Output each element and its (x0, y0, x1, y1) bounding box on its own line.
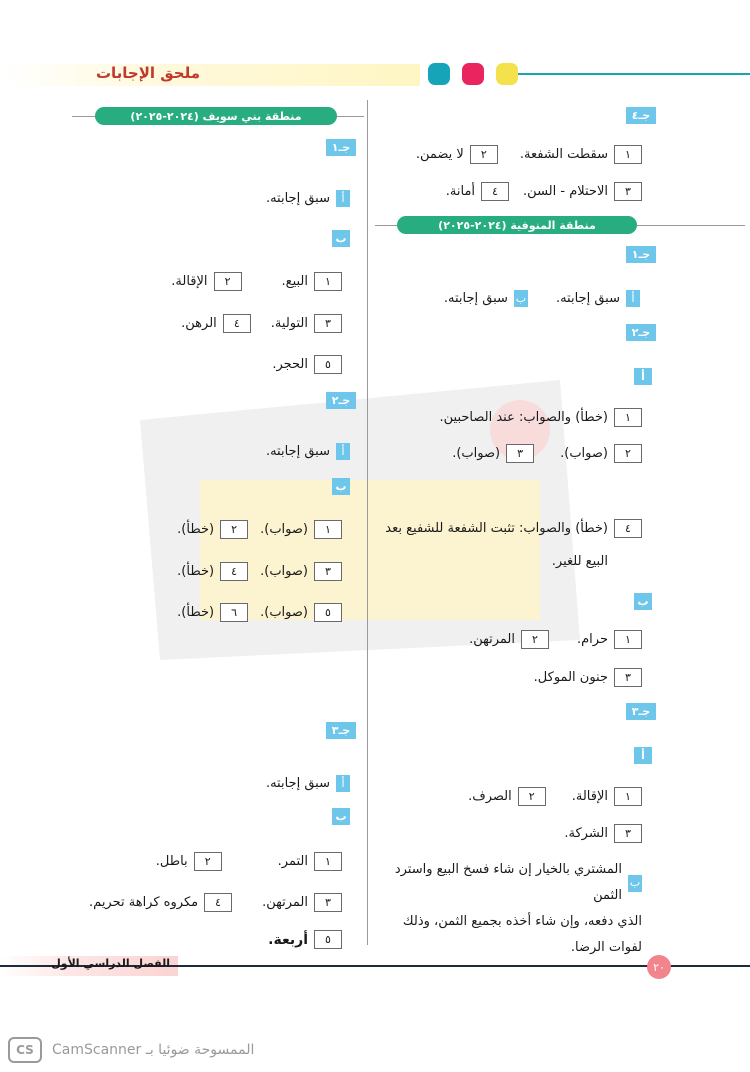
q4-line-2 (446, 182, 642, 201)
m-q1-tag: جـ١ (626, 246, 656, 263)
answer-number: ٣ (506, 444, 534, 463)
m-q2-b-line-3 (534, 668, 642, 687)
answer-text: باطل. (155, 854, 188, 869)
l-q2-b-line-3 (177, 562, 342, 581)
answer-text: (صواب). (560, 446, 608, 461)
header-strip (0, 64, 420, 86)
l-q2-tag: جـ٢ (326, 392, 356, 409)
answer-text: أمانة. (445, 184, 476, 199)
answer-text: الصرف. (468, 789, 512, 804)
answer-number: ٣ (314, 562, 342, 581)
header-line (518, 73, 750, 75)
answer-number: ٥ (314, 930, 342, 949)
answer-number: ٣ (614, 668, 642, 687)
answer-text: أربعة. (268, 931, 308, 948)
answer-number: ٢ (194, 852, 222, 871)
l-q3-a-line (266, 775, 350, 792)
sub-tag-a: أ (336, 190, 350, 207)
semester-label: الفصل الدراسي الأول (51, 957, 170, 970)
answer-text: مكروه كراهة تحريم. (89, 895, 199, 910)
answer-text: المرتهن. (262, 895, 308, 910)
l-q3-tag: جـ٣ (326, 722, 356, 739)
answer-text: (خطأ) والصواب: عند الصاحبين. (439, 410, 608, 425)
q4-line-1 (416, 145, 642, 164)
l-q3-b-line-5 (268, 930, 342, 949)
answer-text: الإقالة. (571, 789, 608, 804)
answer-text: سبق إجابته. (443, 291, 508, 306)
l-q2-a-line (266, 443, 350, 460)
column-divider (367, 100, 368, 945)
answer-text: سبق إجابته. (265, 776, 330, 791)
l-q2-b-line-5 (177, 603, 342, 622)
l-q3-b-line-1 (156, 852, 342, 871)
sub-tag-b: ب (628, 875, 642, 892)
sub-tag-a: أ (626, 290, 640, 307)
menofia-banner: منطقة المنوفية (٢٠٢٤-٢٠٢٥) (397, 216, 637, 234)
m-q2-line-2 (452, 444, 642, 463)
answer-text: (صواب). (260, 605, 308, 620)
answer-text: التمر. (277, 854, 308, 869)
answer-number: ١ (314, 272, 342, 291)
m-q2-line-1 (440, 408, 643, 427)
answer-number: ٤ (220, 562, 248, 581)
answer-number: ٢ (614, 444, 642, 463)
answer-number: ٦ (220, 603, 248, 622)
answer-text: جنون الموكل. (533, 670, 608, 685)
m-q2-sub-b: ب (634, 593, 652, 610)
answer-number: ٢ (518, 787, 546, 806)
l-q1-tag: جـ١ (326, 139, 356, 156)
page-number: ٢٠ (647, 955, 671, 979)
m-q1-line (444, 290, 640, 307)
answer-text: (صواب). (260, 564, 308, 579)
l-q3-sub-b: ب (332, 808, 350, 825)
answer-number: ٢ (220, 520, 248, 539)
m-q2-sub-a: أ (634, 368, 652, 385)
answer-text: الإقالة. (171, 274, 208, 289)
answer-text: حرام. (576, 632, 608, 647)
paragraph-line: لفوات الرضا. (570, 940, 642, 955)
sub-tag-a: أ (336, 443, 350, 460)
paragraph-line: المشتري بالخيار إن شاء فسخ البيع واسترد الثمن (394, 862, 622, 903)
m-q3-b-paragraph (372, 857, 642, 961)
answer-number: ١ (314, 852, 342, 871)
m-q3-tag: جـ٣ (626, 703, 656, 720)
l-q3-b-line-3 (89, 893, 342, 912)
camscanner-text: الممسوحة ضوئيا بـ CamScanner (52, 1042, 255, 1058)
l-q1-a-line (266, 190, 350, 207)
answer-number: ١ (614, 787, 642, 806)
m-q3-sub-a: أ (634, 747, 652, 764)
answer-number: ٣ (614, 824, 642, 843)
answer-number: ٤ (614, 519, 642, 538)
answer-number: ٥ (314, 603, 342, 622)
header-dot-yellow (496, 63, 518, 85)
answer-text: لا يضمن. (415, 147, 464, 162)
m-q3-line-3 (564, 824, 642, 843)
answer-text: سبق إجابته. (265, 191, 330, 206)
answer-number: ٤ (223, 314, 251, 333)
answer-text: سقطت الشفعة. (519, 147, 608, 162)
answer-number: ٥ (314, 355, 342, 374)
m-q3-line-1 (468, 787, 642, 806)
page-title: ملحق الإجابات (95, 64, 200, 82)
answer-number: ١ (314, 520, 342, 539)
answer-number: ٤ (204, 893, 232, 912)
answer-number: ٢ (214, 272, 242, 291)
answer-text: الاحتلام - السن. (523, 184, 608, 199)
answer-number: ١ (614, 145, 642, 164)
answer-text: (صواب). (260, 522, 308, 537)
l-q2-sub-b: ب (332, 478, 350, 495)
m-q2-line-4 (385, 519, 642, 538)
sub-tag-b: ب (515, 292, 527, 305)
camscanner-logo: CS (8, 1037, 42, 1063)
camscanner-watermark (8, 1037, 254, 1063)
header-dot-pink (462, 63, 484, 85)
answer-number: ١ (614, 630, 642, 649)
answer-text: سبق إجابته. (265, 444, 330, 459)
m-q2-line-4-cont: البيع للغير. (551, 554, 608, 569)
q4-tag: جـ٤ (626, 107, 656, 124)
answer-text: (خطأ). (177, 522, 215, 537)
l-q1-sub-b: ب (332, 230, 350, 247)
m-q2-tag: جـ٢ (626, 324, 656, 341)
l-q1-b-line-5 (272, 355, 342, 374)
answer-text: (خطأ). (177, 605, 215, 620)
sub-tag-a: أ (336, 775, 350, 792)
answer-text: الرهن. (181, 316, 217, 331)
l-q1-b-line-1 (171, 272, 342, 291)
answer-text: سبق إجابته. (555, 291, 620, 306)
answer-number: ١ (614, 408, 642, 427)
answer-text: الشركة. (564, 826, 608, 841)
m-q2-b-line-1 (469, 630, 642, 649)
answer-number: ٣ (614, 182, 642, 201)
answer-text: المرتهن. (469, 632, 515, 647)
l-q1-b-line-3 (181, 314, 342, 333)
answer-text: (خطأ). (177, 564, 215, 579)
answer-number: ٤ (481, 182, 509, 201)
banisuef-banner: منطقة بني سويف (٢٠٢٤-٢٠٢٥) (95, 107, 337, 125)
header-dot-teal (428, 63, 450, 85)
answer-text: البيع. (281, 274, 308, 289)
answer-text: التولية. (270, 316, 308, 331)
answer-number: ٣ (314, 314, 342, 333)
answer-text: الحجر. (272, 357, 308, 372)
l-q2-b-line-1 (177, 520, 342, 539)
paragraph-line: الذي دفعه، وإن شاء أخذه بجميع الثمن، وذلك (402, 914, 642, 929)
answer-text: (صواب). (452, 446, 501, 461)
answer-number: ٣ (314, 893, 342, 912)
answer-text: (خطأ) والصواب: تثبت الشفعة للشفيع بعد (385, 521, 608, 536)
answer-number: ٢ (521, 630, 549, 649)
answer-number: ٢ (470, 145, 498, 164)
